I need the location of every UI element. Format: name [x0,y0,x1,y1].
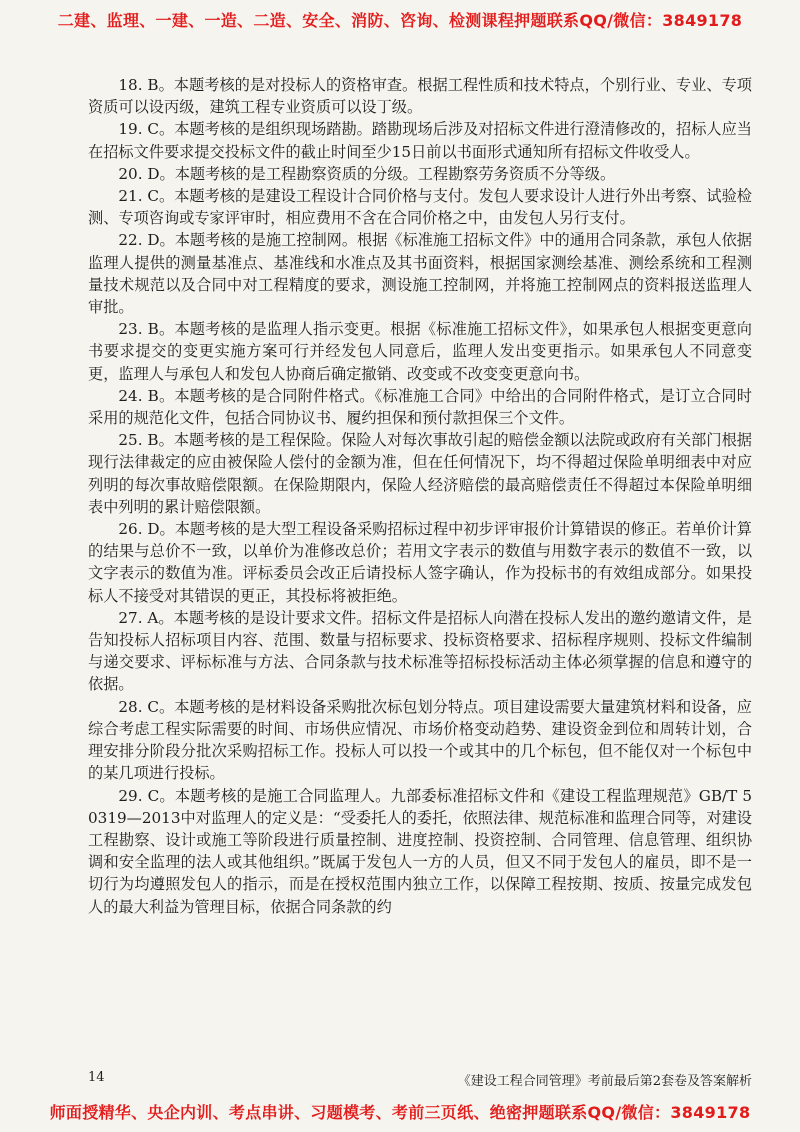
paragraph-18: 18. B。本题考核的是对投标人的资格审查。根据工程性质和技术特点，个别行业、专业、专项资质可以设丙级，建筑工程专业资质可以设丁级。 [88,76,752,117]
paragraph-20: 20. D。本题考核的是工程勘察资质的分级。工程勘察劳务资质不分等级。 [118,164,616,183]
paragraph-22: 22. D。本题考核的是施工控制网。根据《标准施工招标文件》中的通用合同条款，承包人依据监理人提供的测量基准点、基准线和水准点及其书面资料，根据国家测绘基准、测绘系统和工程测量技术规范以及合同中对工程精度的要求，测设施工控制网，并将施工控制网点的资料报送监理人审批。 [88,231,752,317]
page-footer [88,1070,752,1089]
paragraph-26: 26. D。本题考核的是大型工程设备采购招标过程中初步评审报价计算错误的修正。若单价计算的结果与总价不一致，以单价为准修改总价；若用文字表示的数值与用数字表示的数值不一致，以文字表示的数值为准。评标委员会改正后请投标人签字确认，作为投标书的有效组成部分。如果投标人不接受对其错误的更正，其投标将被拒绝。 [88,520,752,605]
top-banner: 二建、监理、一建、一造、二造、安全、消防、咨询、检测课程押题联系QQ/微信：3849178 [57,11,743,30]
paragraph-25: 25. B。本题考核的是工程保险。保险人对每次事故引起的赔偿金额以法院或政府有关部门根据现行法律裁定的应由被保险人偿付的金额为准，但在任何情况下，均不得超过保险单明细表中对应列明的每次事故赔偿限额。在保险期限内，保险人经济赔偿的最高赔偿责任不得超过本保险单明细表中列明的累计赔偿限额。 [88,431,752,516]
paragraph-28: 28. C。本题考核的是材料设备采购批次标包划分特点。项目建设需要大量建筑材料和设备，应综合考虑工程实际需要的时间、市场供应情况、市场价格变动趋势、建设资金到位和周转计划，合理安排分阶段分批次采购招标工作。投标人可以投一个或其中的几个标包，但不能仅对一个标包中的某几项进行投标。 [88,697,752,783]
paragraph-24: 24. B。本题考核的是合同附件格式。《标准施工合同》中给出的合同附件格式，是订立合同时采用的规范化文件，包括合同协议书、履约担保和预付款担保三个文件。 [88,386,752,428]
paragraph-29: 29. C。本题考核的是施工合同监理人。九部委标准招标文件和《建设工程监理规范》GB/T 50319—2013中对监理人的定义是：“受委托人的委托，依照法律、规范标准和监理合同等，对建设工程勘察、设计或施工等阶段进行质量控制、进度控制、投资控制、合同管理、信息管理、组织协调和安全监理的法人或其他组织。”既属于发包人一方的人员，但又不同于发包人的雇员，即不是一切行为均遵照发包人的指示，而是在授权范围内独立工作，以保障工程按期、按质、按量完成发包人的最大利益为管理目标，依据合同条款的约 [88,786,752,916]
answer-explanations [88,74,752,918]
paragraph-23: 23. B。本题考核的是监理人指示变更。根据《标准施工招标文件》，如果承包人根据变更意向书要求提交的变更实施方案可行并经发包人同意后，监理人发出变更指示。如果承包人不同意变更，监理人与承包人和发包人协商后确定撤销、改变或不改变变更意向书。 [88,320,752,383]
bottom-banner: 师面授精华、央企内训、考点串讲、习题模考、考前三页纸、绝密押题联系QQ/微信：3849178 [49,1103,751,1122]
book-title: 《建设工程合同管理》考前最后第2套卷及答案解析 [457,1074,752,1089]
paragraph-27: 27. A。本题考核的是设计要求文件。招标文件是招标人向潜在投标人发出的邀约邀请文件，是告知投标人招标项目内容、范围、数量与招标要求、投标资格要求、招标程序规则、投标文件编制与递交要求、评标标准与方法、合同条款与技术标准等招标投标活动主体必须掌握的信息和遵守的依据。 [88,608,752,694]
paragraph-21: 21. C。本题考核的是建设工程设计合同价格与支付。发包人要求设计人进行外出考察、试验检测、专项咨询或专家评审时，相应费用不含在合同价格之中，由发包人另行支付。 [88,187,752,228]
paragraph-19: 19. C。本题考核的是组织现场踏勘。踏勘现场后涉及对招标文件进行澄清修改的，招标人应当在招标文件要求提交投标文件的截止时间至少15日前以书面形式通知所有招标文件收受人。 [88,120,752,161]
page-number: 14 [88,1070,105,1085]
